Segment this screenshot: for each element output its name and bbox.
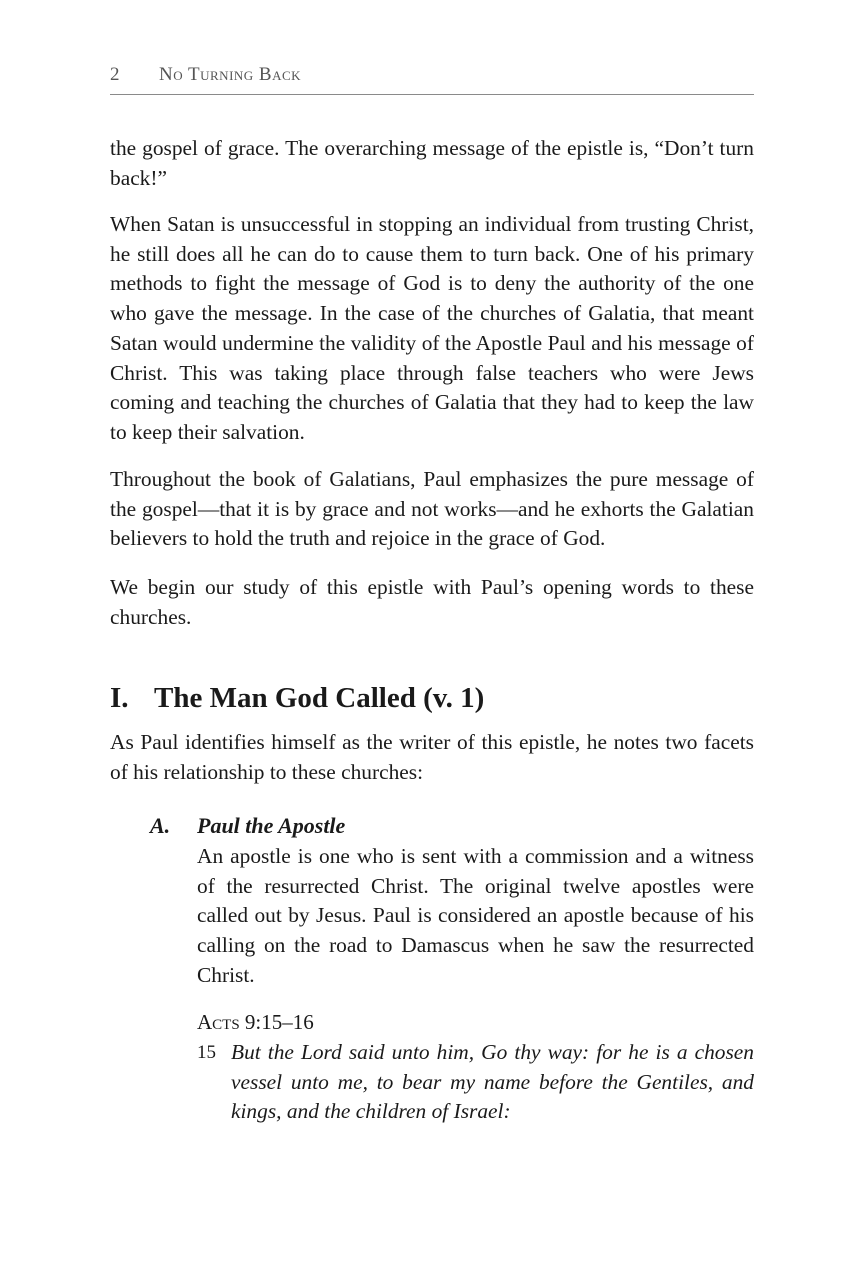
book-title: No Turning Back [159,64,302,85]
page-number: 2 [110,64,120,85]
subsection-title: Paul the Apostle [197,813,346,838]
section-heading [110,682,484,715]
body-paragraph: Throughout the book of Galatians, Paul emphasizes the pure message of the gospel—that it is by grace and not works—and he exhorts the Galatian believers to hold the truth and rejoice in the grace of God. [110,467,754,551]
body-paragraph: We begin our study of this epistle with Paul’s opening words to these churches. [110,575,754,629]
running-header [110,62,754,95]
body-paragraph: the gospel of grace. The overarching message of the epistle is, “Don’t turn back!” [110,136,754,190]
verse-text: But the Lord said unto him, Go thy way: for he is a chosen vessel unto me, to bear my name before the Gentiles, and kings, and the children of Israel: [231,1040,754,1124]
section-title: The Man God Called (v. 1) [154,682,485,714]
subsection-body: An apostle is one who is sent with a commission and a witness of the resurrected Christ. The original twelve apostles were called out by Jesus. Paul is considered an apostle because of his calling on the road to Damascus when he saw the resurrected Christ. [197,844,754,987]
section-intro: As Paul identifies himself as the writer of this epistle, he notes two facets of his relationship to these churches: [110,730,754,784]
subsection-heading [150,813,345,839]
body-paragraph: When Satan is unsuccessful in stopping an individual from trusting Christ, he still does all he can do to cause them to turn back. One of his primary methods to fight the message of God is to deny the authority of the one who gave the message. In the case of the churches of Galatia, that meant Satan would undermine the validity of the Apostle Paul and his message of Christ. This was taking place through false teachers who were Jews coming and teaching the churches of Galatia that they had to keep the law to keep their salvation. [110,212,754,444]
subsection-number: A. [150,813,171,838]
section-number: I. [110,682,129,714]
verse-number: 15 [197,1042,216,1063]
scripture-reference: Acts 9:15–16 [197,1010,314,1034]
